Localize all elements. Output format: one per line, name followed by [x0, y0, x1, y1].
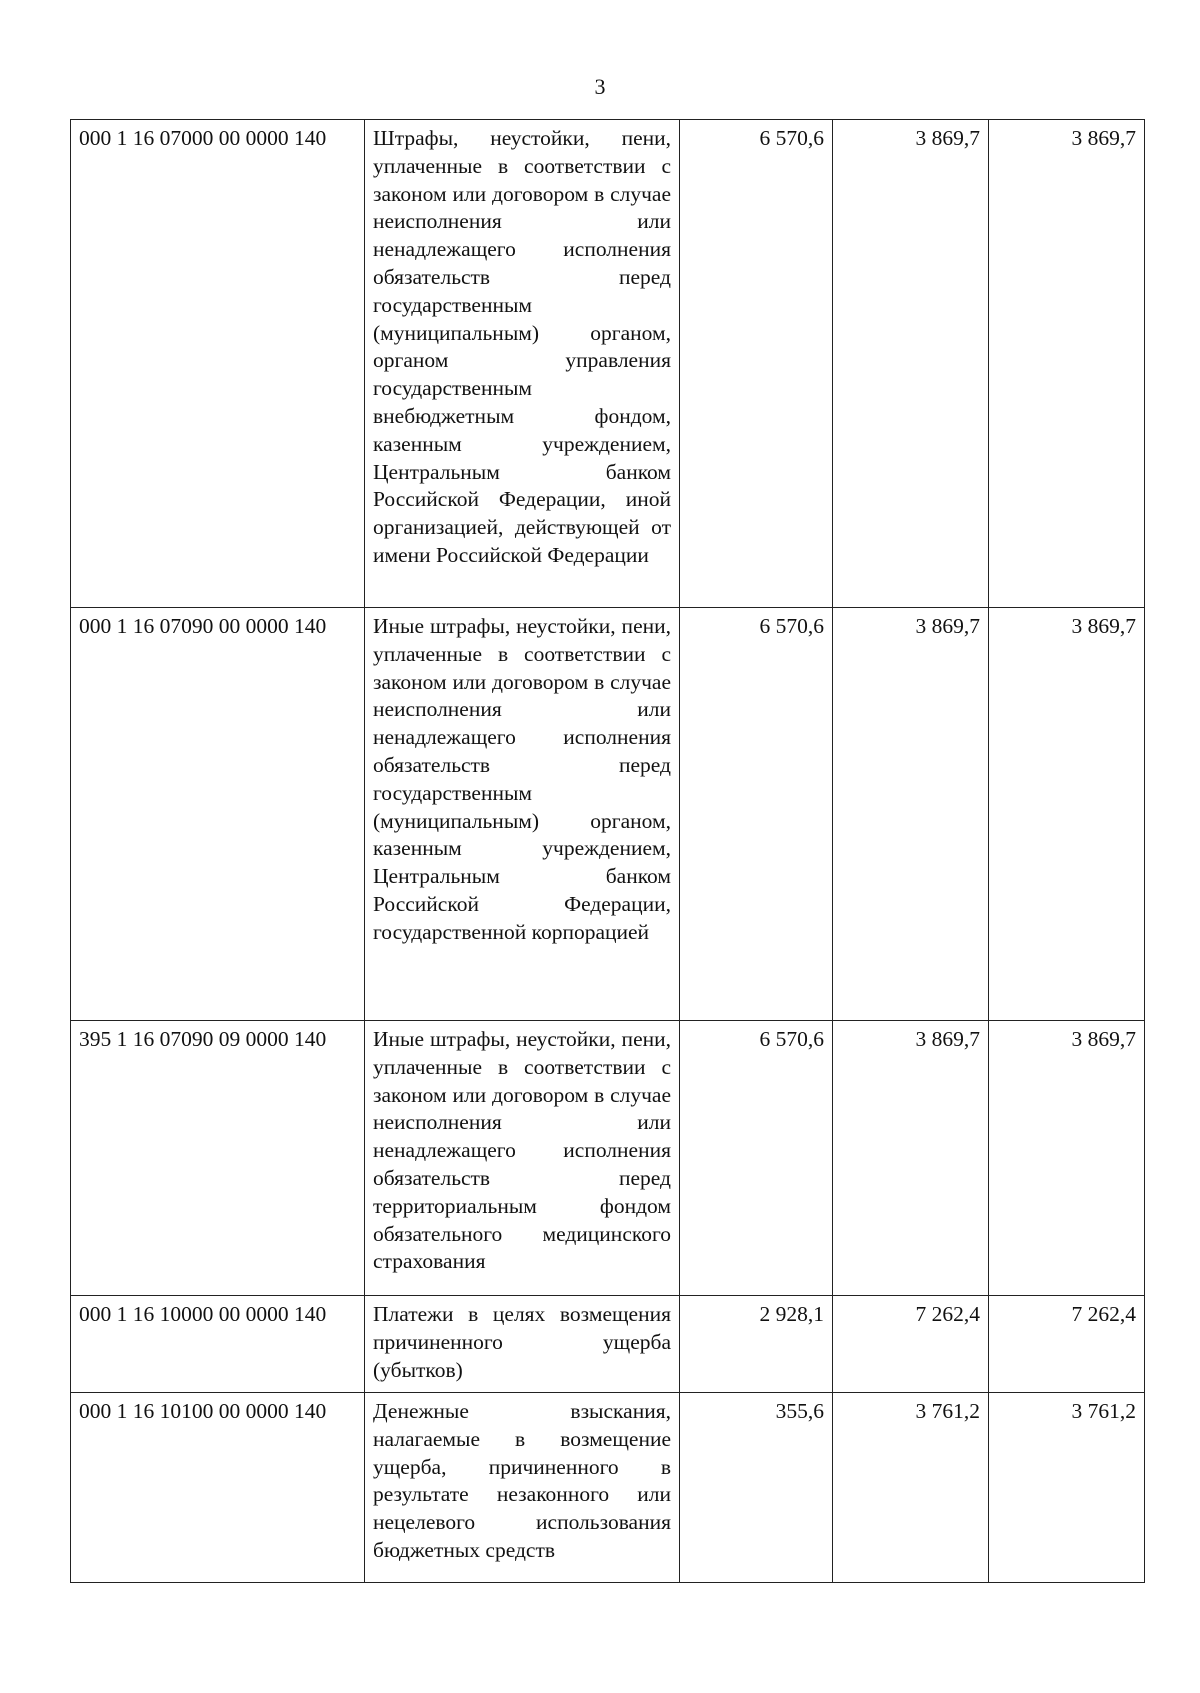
budget-code-cell: 000 1 16 10000 00 0000 140 — [71, 1296, 365, 1393]
item-name-cell: Денежные взыскания, налагаемые в возмещение ущерба, причиненного в результате незаконного или нецелевого использования бюджетных средств — [365, 1393, 680, 1583]
value-cell-1: 6 570,6 — [680, 1021, 833, 1296]
value-cell-1: 6 570,6 — [680, 120, 833, 608]
table-row — [71, 1393, 1145, 1583]
page-number: 3 — [594, 74, 606, 99]
value-cell-3: 7 262,4 — [989, 1296, 1145, 1393]
budget-code-cell: 000 1 16 07000 00 0000 140 — [71, 120, 365, 608]
table-row — [71, 1296, 1145, 1393]
value-cell-3: 3 869,7 — [989, 120, 1145, 608]
value-cell-2: 7 262,4 — [833, 1296, 989, 1393]
item-name-cell: Штрафы, неустойки, пени, уплаченные в соответствии с законом или договором в случае неисполнения или ненадлежащего исполнения обязательств перед государственным (муниципальным) органом, органом управления государственным внебюджетным фондом, казенным учреждением, Центральным банком Российской Федерации, иной организацией, действующей от имени Российской Федерации — [365, 120, 680, 608]
item-name-cell: Платежи в целях возмещения причиненного ущерба (убытков) — [365, 1296, 680, 1393]
value-cell-1: 6 570,6 — [680, 608, 833, 1021]
table-row — [71, 1021, 1145, 1296]
item-name-cell: Иные штрафы, неустойки, пени, уплаченные в соответствии с законом или договором в случае неисполнения или ненадлежащего исполнения обязательств перед государственным (муниципальным) органом, казенным учреждением, Центральным банком Российской Федерации, государственной корпорацией — [365, 608, 680, 1021]
value-cell-2: 3 869,7 — [833, 120, 989, 608]
item-name-cell: Иные штрафы, неустойки, пени, уплаченные в соответствии с законом или договором в случае неисполнения или ненадлежащего исполнения обязательств перед территориальным фондом обязательного медицинского страхования — [365, 1021, 680, 1296]
table-row — [71, 120, 1145, 608]
budget-revenue-table — [70, 119, 1145, 1583]
value-cell-1: 355,6 — [680, 1393, 833, 1583]
value-cell-2: 3 869,7 — [833, 1021, 989, 1296]
value-cell-3: 3 869,7 — [989, 608, 1145, 1021]
budget-code-cell: 395 1 16 07090 09 0000 140 — [71, 1021, 365, 1296]
budget-code-cell: 000 1 16 07090 00 0000 140 — [71, 608, 365, 1021]
value-cell-3: 3 761,2 — [989, 1393, 1145, 1583]
value-cell-2: 3 869,7 — [833, 608, 989, 1021]
table-row — [71, 608, 1145, 1021]
value-cell-1: 2 928,1 — [680, 1296, 833, 1393]
value-cell-2: 3 761,2 — [833, 1393, 989, 1583]
budget-code-cell: 000 1 16 10100 00 0000 140 — [71, 1393, 365, 1583]
value-cell-3: 3 869,7 — [989, 1021, 1145, 1296]
